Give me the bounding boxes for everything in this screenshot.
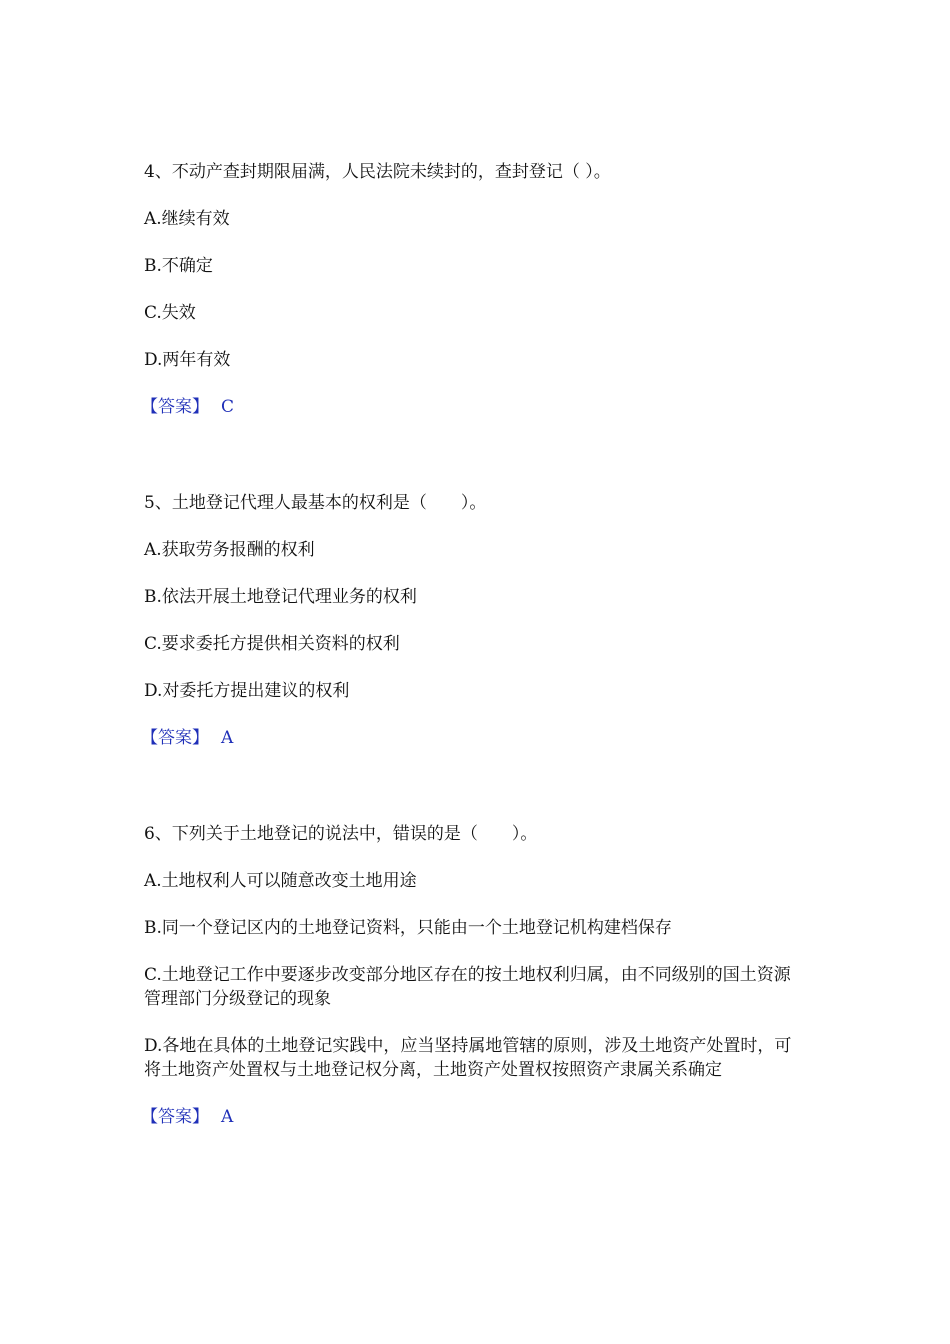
answer-line: [141, 1105, 804, 1129]
question-6: [141, 822, 804, 1129]
option-b: B.不确定: [144, 256, 213, 276]
option-c: C.失效: [144, 303, 196, 323]
question-5: [141, 491, 804, 750]
answer-line: [141, 395, 804, 419]
answer-label: 【答案】: [141, 397, 209, 417]
option-c: C.土地登记工作中要逐步改变部分地区存在的按土地权利归属，由不同级别的国土资源管理部门分级登记的现象: [144, 965, 791, 1009]
option-b: B.依法开展土地登记代理业务的权利: [144, 587, 417, 607]
option-d: D.两年有效: [144, 350, 231, 370]
question-stem: 5、土地登记代理人最基本的权利是（ ）。: [144, 493, 487, 513]
answer-value: C: [221, 397, 235, 417]
option-d: D.各地在具体的土地登记实践中，应当坚持属地管辖的原则，涉及土地资产处置时，可将土地资产处置权与土地登记权分离，土地资产处置权按照资产隶属关系确定: [144, 1036, 792, 1080]
option-a: A.土地权利人可以随意改变土地用途: [144, 871, 417, 891]
option-a: A.获取劳务报酬的权利: [144, 540, 315, 560]
answer-label: 【答案】: [141, 1107, 209, 1127]
option-b: B.同一个登记区内的土地登记资料，只能由一个土地登记机构建档保存: [144, 918, 672, 938]
option-c: C.要求委托方提供相关资料的权利: [144, 634, 400, 654]
answer-value: A: [221, 1107, 234, 1127]
question-stem: 4、不动产查封期限届满，人民法院未续封的，查封登记（ ）。: [144, 162, 611, 182]
answer-label: 【答案】: [141, 728, 209, 748]
answer-value: A: [221, 728, 234, 748]
answer-line: [141, 726, 804, 750]
question-stem: 6、下列关于土地登记的说法中，错误的是（ ）。: [144, 824, 538, 844]
option-a: A.继续有效: [144, 209, 230, 229]
option-d: D.对委托方提出建议的权利: [144, 681, 350, 701]
question-4: [141, 160, 804, 419]
